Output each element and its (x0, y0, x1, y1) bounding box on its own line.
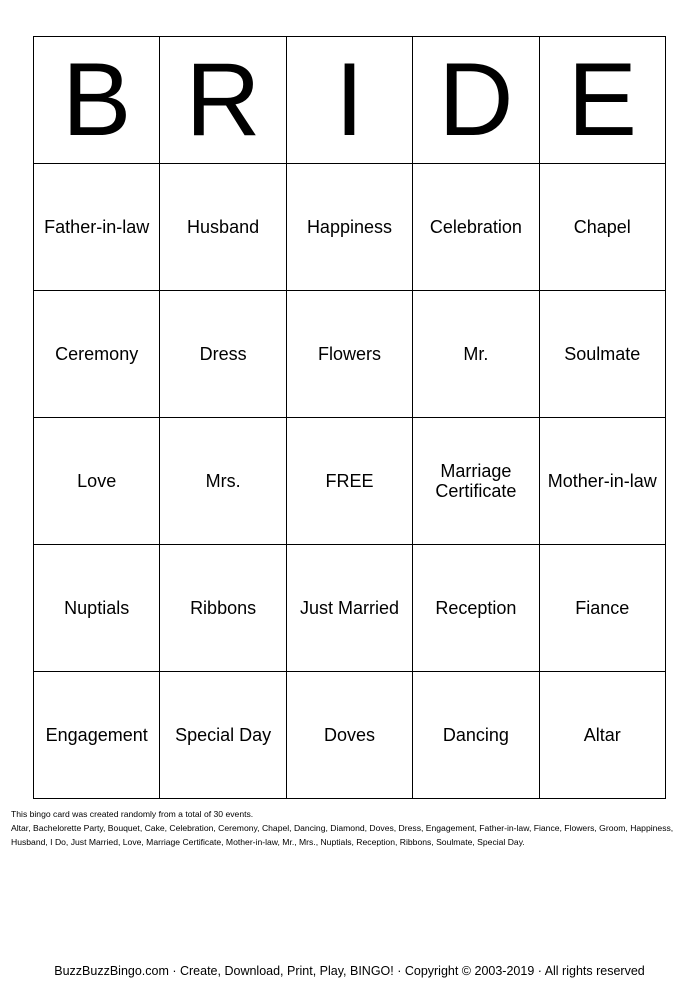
bingo-cell (160, 672, 286, 799)
bingo-cell (34, 164, 160, 291)
cell-label: Ribbons (190, 598, 257, 618)
bingo-cell (286, 291, 412, 418)
cell-label: Father-in-law (44, 217, 150, 237)
header-letter-d: D (413, 37, 539, 164)
cell-label: Marriage Certificate (435, 461, 517, 501)
bingo-cell (34, 418, 160, 545)
bingo-cell (539, 291, 665, 418)
free-space-label: FREE (325, 471, 374, 491)
bingo-card (33, 36, 666, 799)
cell-label: Reception (435, 598, 517, 618)
bingo-cell (413, 672, 539, 799)
page-footer: BuzzBuzzBingo.com · Create, Download, Print, Play, BINGO! · Copyright © 2003-2019 · All rights reserved (54, 964, 645, 978)
bingo-cell (286, 164, 412, 291)
bingo-cell (34, 545, 160, 672)
bingo-cell (539, 672, 665, 799)
bingo-cell (539, 418, 665, 545)
cell-label: Ceremony (55, 344, 139, 364)
card-row (34, 164, 666, 291)
bingo-cell (160, 545, 286, 672)
card-row (34, 418, 666, 545)
card-row (34, 545, 666, 672)
cell-label: Soulmate (564, 344, 641, 364)
cell-label: Love (77, 471, 117, 491)
cell-label: Special Day (175, 725, 272, 745)
cell-label: Engagement (45, 725, 148, 745)
bingo-cell (413, 418, 539, 545)
header-letter-r: R (160, 37, 286, 164)
cell-label: Chapel (573, 217, 631, 237)
header-row (34, 37, 666, 164)
free-space-cell (286, 418, 412, 545)
bingo-cell (286, 672, 412, 799)
cell-label: Dress (199, 344, 247, 364)
card-info (11, 807, 691, 849)
header-letter-b: B (34, 37, 160, 164)
cell-label: Mr. (463, 344, 489, 364)
cell-label: Fiance (575, 598, 630, 618)
cell-label: Dancing (442, 725, 509, 745)
bingo-cell (413, 545, 539, 672)
bingo-cell (413, 164, 539, 291)
header-letter-e: E (539, 37, 665, 164)
bingo-cell (160, 291, 286, 418)
cell-label: Happiness (306, 217, 392, 237)
cell-label: Doves (323, 725, 375, 745)
bingo-cell (413, 291, 539, 418)
bingo-cell (539, 164, 665, 291)
bingo-cell (160, 418, 286, 545)
cell-label: Altar (583, 725, 621, 745)
cell-label: Flowers (317, 344, 381, 364)
cell-label: Just Married (299, 598, 399, 618)
bingo-cell (34, 672, 160, 799)
cell-label: Mother-in-law (547, 471, 657, 491)
cell-label: Husband (187, 217, 260, 237)
card-row (34, 291, 666, 418)
bingo-cell (160, 164, 286, 291)
card-row (34, 672, 666, 799)
card-info-summary: This bingo card was created randomly from a total of 30 events. (11, 809, 254, 819)
header-letter-i: I (286, 37, 412, 164)
cell-label: Mrs. (205, 471, 241, 491)
bingo-cell (539, 545, 665, 672)
bingo-cell (286, 545, 412, 672)
bingo-cell (34, 291, 160, 418)
cell-label: Nuptials (64, 598, 130, 618)
cell-label: Celebration (429, 217, 522, 237)
card-info-events-list: Altar, Bachelorette Party, Bouquet, Cake, Celebration, Ceremony, Chapel, Dancing, Diamond, Doves, Dress, Engagement, Father-in-law, Fiance, Flowers, Groom, Happiness, Husband, I Do, Just Married, Love, Marriage Certificate, Mother-in-law, Mr., Mrs., Nuptials, Reception, Ribbons, Soulmate, Special Day. (11, 823, 674, 847)
